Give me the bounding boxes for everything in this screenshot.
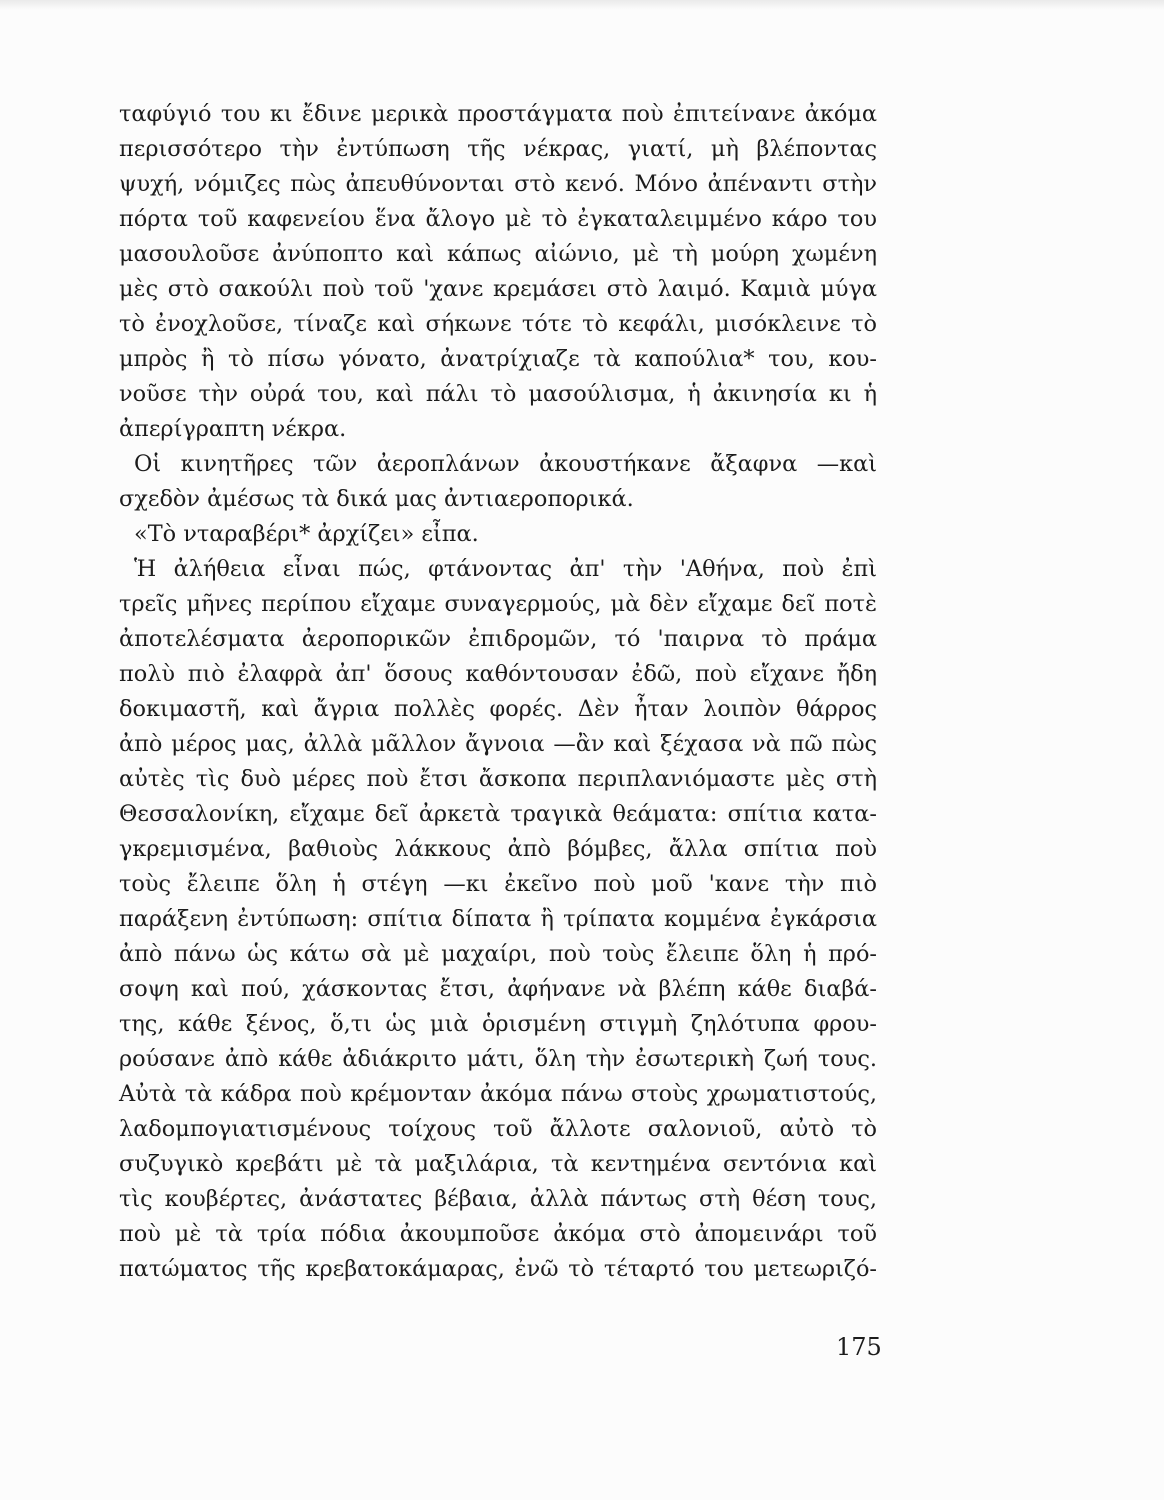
scan-edge-shadow	[0, 0, 1164, 10]
text-line: ἀπερίγραπτη νέκρα.	[119, 416, 347, 442]
text-line: μπρὸς ἢ τὸ πίσω γόνατο, ἀνατρίχιαζε τὰ καπούλια* του, κου-	[119, 346, 877, 372]
text-line: τὶς κουβέρτες, ἀνάστατες βέβαια, ἀλλὰ πάντως στὴ θέση τους,	[119, 1186, 877, 1212]
text-line: Αὐτὰ τὰ κάδρα ποὺ κρέμονταν ἀκόμα πάνω στοὺς χρωματιστούς,	[119, 1081, 877, 1107]
text-line: τὸ ἐνοχλοῦσε, τίναζε καὶ σήκωνε τότε τὸ κεφάλι, μισόκλεινε τὸ	[119, 311, 877, 337]
text-line: πόρτα τοῦ καφενείου ἕνα ἄλογο μὲ τὸ ἐγκαταλειμμένο κάρο του	[119, 206, 877, 232]
page-number: 175	[836, 1333, 882, 1361]
text-line: Οἱ κινητῆρες τῶν ἀεροπλάνων ἀκουστήκανε ἄξαφνα —καὶ	[134, 451, 877, 477]
text-line: σχεδὸν ἀμέσως τὰ δικά μας ἀντιαεροπορικά.	[119, 486, 634, 512]
text-line: ἀποτελέσματα ἀεροπορικῶν ἐπιδρομῶν, τό 'παιρνα τὸ πράμα	[119, 626, 877, 652]
text-line: παράξενη ἐντύπωση: σπίτια δίπατα ἢ τρίπατα κομμένα ἐγκάρσια	[119, 906, 877, 932]
text-line: λαδομπογιατισμένους τοίχους τοῦ ἄλλοτε σαλονιοῦ, αὐτὸ τὸ	[119, 1116, 877, 1142]
text-line: τρεῖς μῆνες περίπου εἴχαμε συναγερμούς, μὰ δὲν εἴχαμε δεῖ ποτὲ	[119, 591, 877, 617]
text-line: Ἡ ἀλήθεια εἶναι πώς, φτάνοντας ἀπ' τὴν 'Αθήνα, ποὺ ἐπὶ	[134, 556, 877, 582]
text-line: ἀπὸ πάνω ὡς κάτω σὰ μὲ μαχαίρι, ποὺ τοὺς ἔλειπε ὅλη ἡ πρό-	[119, 941, 877, 967]
text-line: μὲς στὸ σακούλι ποὺ τοῦ 'χανε κρεμάσει στὸ λαιμό. Καμιὰ μύγα	[119, 276, 877, 302]
text-line: πολὺ πιὸ ἐλαφρὰ ἀπ' ὅσους καθόντουσαν ἐδῶ, ποὺ εἴχανε ἤδη	[119, 661, 877, 687]
text-line: συζυγικὸ κρεβάτι μὲ τὰ μαξιλάρια, τὰ κεντημένα σεντόνια καὶ	[119, 1151, 877, 1177]
text-line: ποὺ μὲ τὰ τρία πόδια ἀκουμποῦσε ἀκόμα στὸ ἀπομεινάρι τοῦ	[119, 1221, 877, 1247]
text-line: δοκιμαστῆ, καὶ ἄγρια πολλὲς φορές. Δὲν ἦταν λοιπὸν θάρρος	[119, 696, 877, 722]
text-line: μασουλοῦσε ἀνύποπτο καὶ κάπως αἰώνιο, μὲ τὴ μούρη χωμένη	[119, 241, 877, 267]
text-line: ψυχή, νόμιζες πὼς ἀπευθύνονται στὸ κενό. Μόνο ἀπέναντι στὴν	[119, 171, 877, 197]
text-line: αὐτὲς τὶς δυὸ μέρες ποὺ ἔτσι ἄσκοπα περιπλανιόμαστε μὲς στὴ	[119, 766, 877, 792]
text-line: «Τὸ νταραβέρι* ἀρχίζει» εἶπα.	[134, 521, 479, 547]
text-line: σοψη καὶ πού, χάσκοντας ἔτσι, ἀφήνανε νὰ βλέπη κάθε διαβά-	[119, 976, 877, 1002]
text-line: τοὺς ἔλειπε ὅλη ἡ στέγη —κι ἐκεῖνο ποὺ μοῦ 'κανε τὴν πιὸ	[119, 871, 877, 897]
text-line: της, κάθε ξένος, ὅ,τι ὡς μιὰ ὁρισμένη στιγμὴ ζηλότυπα φρου-	[119, 1011, 877, 1037]
text-line: πατώματος τῆς κρεβατοκάμαρας, ἐνῶ τὸ τέταρτό του μετεωριζό-	[119, 1256, 877, 1282]
text-line: ἀπὸ μέρος μας, ἀλλὰ μᾶλλον ἄγνοια —ἂν καὶ ξέχασα νὰ πῶ πὼς	[119, 731, 877, 757]
text-line: ρούσανε ἀπὸ κάθε ἀδιάκριτο μάτι, ὅλη τὴν ἐσωτερικὴ ζωή τους.	[119, 1046, 877, 1072]
text-line: Θεσσαλονίκη, εἴχαμε δεῖ ἀρκετὰ τραγικὰ θεάματα: σπίτια κατα-	[119, 801, 877, 827]
text-line: νοῦσε τὴν οὐρά του, καὶ πάλι τὸ μασούλισμα, ἡ ἀκινησία κι ἡ	[119, 381, 877, 407]
text-line: γκρεμισμένα, βαθιοὺς λάκκους ἀπὸ βόμβες, ἄλλα σπίτια ποὺ	[119, 836, 877, 862]
text-line: ταφύγιό του κι ἔδινε μερικὰ προστάγματα ποὺ ἐπιτείνανε ἀκόμα	[119, 101, 877, 127]
text-line: περισσότερο τὴν ἐντύπωση τῆς νέκρας, γιατί, μὴ βλέποντας	[119, 136, 877, 162]
body-text	[119, 97, 877, 1287]
